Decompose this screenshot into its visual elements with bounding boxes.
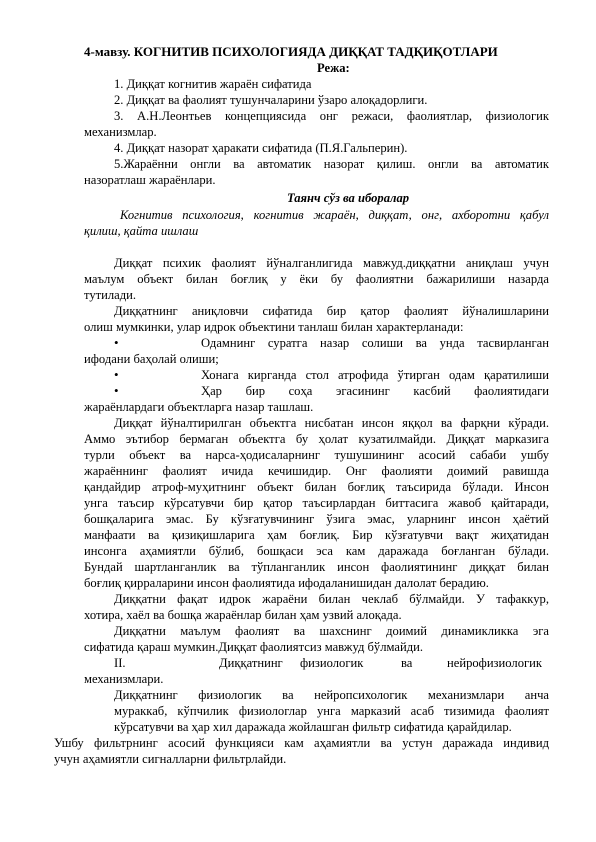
paragraph-line: инсонга аҳамиятли бўлиб, бошқаси эса кам даражада боғланган бўлади. <box>84 544 549 558</box>
paragraph-line: манфаати ва қизиқишларига ҳам боғлиқ. Бир кўзғатувчи вақт жиҳатидан <box>84 528 549 542</box>
document-title: 4-мавзу. КОГНИТИВ ПСИХОЛОГИЯДА ДИҚҚАТ ТАДҚИҚОТЛАРИ <box>84 44 498 59</box>
plan-item: 5.Жараённи онгли ва автоматик назорат қилиш. онгли ва автоматик <box>114 157 549 171</box>
paragraph-line: хотира, хаёл ва бошқа жараёнлар билан ҳам узвий алоқада. <box>84 608 402 622</box>
keywords-line: қилиш, қайта ишлаш <box>84 224 199 238</box>
bullet-item-line: жараёнлардаги объектларга назар ташлаш. <box>84 400 314 414</box>
plan-item: 1. Диққат когнитив жараён сифатида <box>114 77 312 91</box>
paragraph-line: сифатида қараш мумкин.Диққат фаолиятсиз мавжуд бўлмайди. <box>84 640 424 654</box>
bullet-icon: • <box>114 383 119 398</box>
paragraph-line: турли объект ва нарса-ҳодисаларнинг тушушининг асосий сабаби ушбу <box>84 448 549 462</box>
paragraph-line: унга таъсир кўрсатувчи бир қатор таъсирлардан биттасига жавоб қайтаради, <box>84 496 549 510</box>
section-heading-word: ва <box>401 656 413 670</box>
paragraph-line: Диққатнинг физиологик ва нейропсихологик механизмлари анча <box>114 688 549 702</box>
paragraph-line: Диққатнинг аниқловчи сифатида бир қатор фаолият йўналишларини <box>114 304 549 318</box>
bullet-item-line: Одамнинг суратга назар солиши ва унда тасвирланган <box>201 336 549 350</box>
paragraph-line: Диққатни маълум фаолият ва шахснинг доимий динамикликка эга <box>114 624 549 638</box>
paragraph-line: Бундай шартланганлик ва тўпланганлик инсон фаолиятининг диққат билан <box>84 560 549 574</box>
section-heading-word: Диққатнинг <box>219 656 283 670</box>
bullet-item-line: Хонага кирганда стол атрофида ўтирган одам қаратилиши <box>201 368 549 382</box>
paragraph-line: мураккаб, кўпчилик физиологлар унга марказий асаб тизимида фаолият <box>114 704 549 718</box>
paragraph-line: Аммо эътибор бермаган объектга бу ҳолат кузатилмайди. Диққат марказига <box>84 432 549 446</box>
paragraph-line: боғлиқ қирраларини инсон фаолиятида ифодаланишидан далолат берадию. <box>84 576 489 590</box>
paragraph-line: Диққат психик фаолият йўналганлигида мавжуд.диққатни аниқлаш учун <box>114 256 549 270</box>
plan-heading: Режа: <box>317 61 350 75</box>
paragraph-line: тутилади. <box>84 288 137 302</box>
paragraph-line: кўрсатувчи ва ҳар хил даражада жойлашган фильтр сифатида қарайдилар. <box>114 720 512 734</box>
bullet-item-line: ифодани баҳолай олиши; <box>84 352 219 366</box>
plan-item: 2. Диққат ва фаолият тушунчаларини ўзаро алоқадорлиги. <box>114 93 428 107</box>
paragraph-line: жараённинг фаолият ичида кечишидир. Онг фаолияти доимий равишда <box>84 464 549 478</box>
plan-item: 4. Диққат назорат ҳаракати сифатида (П.Я.Гальперин). <box>114 141 408 155</box>
bullet-icon: • <box>114 367 119 382</box>
paragraph-line: бошқаларига эмас. Бу кўзғатувчининг ўзига эмас, уларнинг инсон ҳаётий <box>84 512 549 526</box>
paragraph-line: қандайдир атроф-муҳитнинг объект билан боғлиқ таъсирида бўлади. Инсон <box>84 480 549 494</box>
plan-item: механизмлар. <box>84 125 157 139</box>
bullet-item-line: Ҳар бир соҳа эгасининг касбий фаолиятидаги <box>201 384 549 398</box>
paragraph-line: маълум объект билан боғлиқ у ёки бу фаолиятни бажарилиши назарда <box>84 272 549 286</box>
section-heading-word: нейрофизиологик <box>447 656 543 670</box>
section-heading-rest: механизмлари. <box>84 672 164 686</box>
paragraph-line: Ушбу фильтрнинг асосий функцияси кам аҳамиятли ва устун даражада индивид <box>54 736 549 750</box>
paragraph-line: учун аҳамиятли сигналларни фильтрлайди. <box>54 752 287 766</box>
keywords-heading: Таянч сўз ва иборалар <box>287 191 410 205</box>
plan-item: назоратлаш жараёнлари. <box>84 173 216 187</box>
section-heading-word: физиологик <box>300 656 364 670</box>
paragraph-line: Диққат йўналтирилган объектга нисбатан инсон яққол ва фарқни кўради. <box>114 416 549 430</box>
keywords-line: Когнитив психология, когнитив жараён, диққат, онг, ахборотни қабул <box>120 208 549 222</box>
paragraph-line: Диққатни фақат идрок жараёни билан чеклаб бўлмайди. У тафаккур, <box>114 592 549 606</box>
plan-item: 3. А.Н.Леонтьев концепциясида онг режаси, фаолиятлар, физиологик <box>114 109 549 123</box>
bullet-icon: • <box>114 335 119 350</box>
section-heading-number: II. <box>114 656 126 670</box>
paragraph-line: олиш мумкинки, улар идрок объектини танлаш билан характерланади: <box>84 320 464 334</box>
